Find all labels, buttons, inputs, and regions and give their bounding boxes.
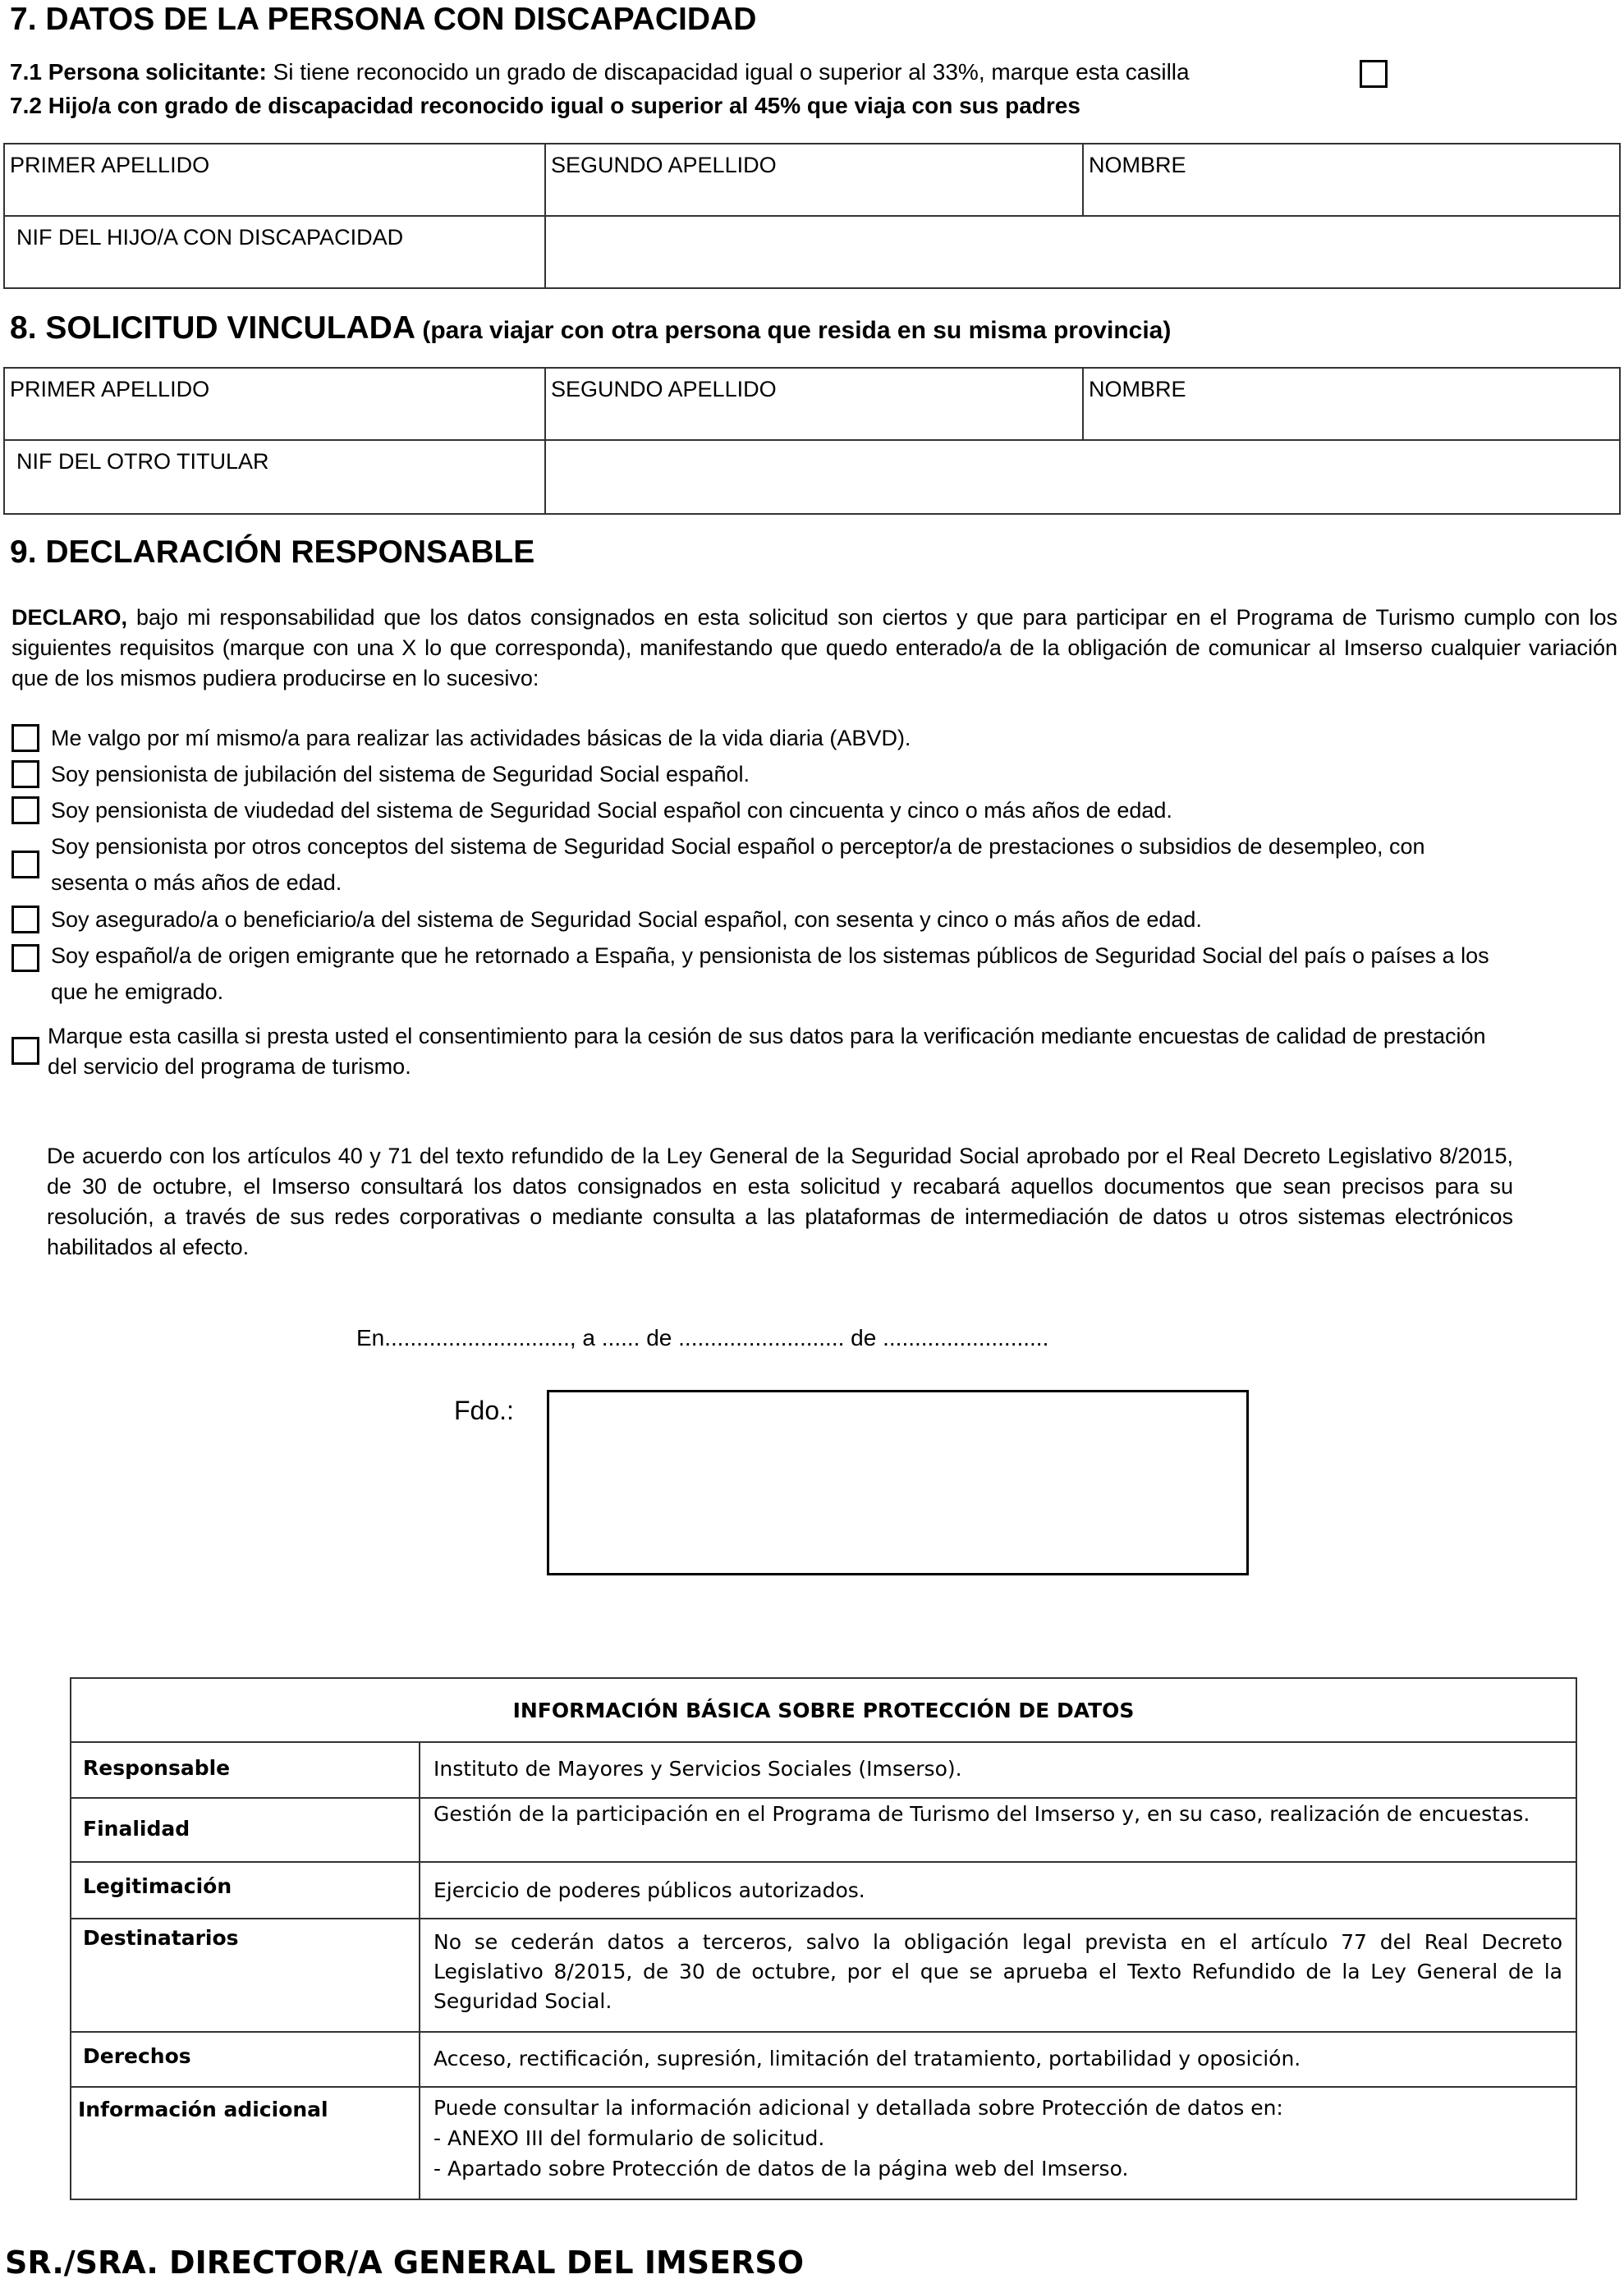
field-nombre[interactable] [1082,143,1621,217]
protection-value-info-adicional [419,2086,1577,2200]
requirement-text-3: Soy pensionista de viudedad del sistema de Seguridad Social español con cincuenta y cinco o más años de edad. [51,798,1172,823]
field-label: NIF DEL OTRO TITULAR [16,449,269,474]
requirement-text-4: Soy pensionista por otros conceptos del sistema de Seguridad Social español o perceptor/a de prestaciones o subsidios de desempleo, con sesenta o más años de edad. [51,834,1425,895]
addressee-footer: SR./SRA. DIRECTOR/A GENERAL DEL IMSERSO [5,2245,805,2279]
field-label: NOMBRE [1089,377,1186,401]
field-nombre-2[interactable] [1082,367,1621,441]
field-primer-apellido[interactable] [3,143,546,217]
requirement-checkbox-4[interactable] [11,851,39,878]
section-8-heading: 8. SOLICITUD VINCULADA [10,310,416,346]
info-adicional-line-1: - ANEXO III del formulario de solicitud. [434,2126,825,2150]
disability-checkbox[interactable] [1360,60,1388,88]
declaration-intro [11,603,1617,694]
nif-hijo-input[interactable] [544,215,1621,289]
section-8-subtitle: (para viajar con otra persona que resida en su misma provincia) [415,317,1172,344]
consent-text: Marque esta casilla si presta usted el consentimiento para la cesión de sus datos para la verificación mediante encuestas de calidad de prestación del servicio del programa de turismo. [48,1024,1486,1079]
nif-otro-input[interactable] [544,439,1621,515]
protection-value-finalidad: Gestión de la participación en el Programa de Turismo del Imserso y, en su caso, realización de encuestas. [419,1797,1577,1863]
protection-value-destinatarios: No se cederán datos a terceros, salvo la obligación legal prevista en el artículo 77 del Real Decreto Legislativo 8/2015, de 30 de octubre, por el que se aprueba el Texto Refundido de la Ley General de la Seguridad Social. [419,1918,1577,2033]
field-label: PRIMER APELLIDO [10,153,210,177]
info-adicional-text: Puede consultar la información adicional y detallada sobre Protección de datos en: [434,2096,1283,2120]
field-label: NOMBRE [1089,153,1186,177]
field-label: SEGUNDO APELLIDO [551,153,777,177]
section-9-title: 9. DECLARACIÓN RESPONSABLE [10,534,535,570]
protection-label-responsable: Responsable [70,1741,420,1799]
field-primer-apellido-2[interactable] [3,367,546,441]
protection-label-derechos: Derechos [70,2031,420,2088]
section-7-title: 7. DATOS DE LA PERSONA CON DISCAPACIDAD [10,2,757,37]
legal-text: De acuerdo con los artículos 40 y 71 del texto refundido de la Ley General de la Seguridad Social aprobado por el Real Decreto Legislativo 8/2015, de 30 de octubre, el Imserso consultará los datos consignados en esta solicitud y recabará aquellos documentos que sean precisos para su resolución, a través de sus redes corporativas o mediante consulta a las plataformas de intermediación de datos u otros sistemas electrónicos habilitados al efecto. [47,1144,1513,1259]
s71-label: 7.1 Persona solicitante: [10,59,267,85]
field-label: NIF DEL HIJO/A CON DISCAPACIDAD [16,225,404,250]
declaration-text: bajo mi responsabilidad que los datos consignados en esta solicitud son ciertos y que para participar en el Programa de Turismo cumplo con los siguientes requisitos (marque con una X lo que corresponda), manifestando que quedo enterado/a de la obligación de comunicar al Imserso cualquier variación que de los mismos pudiera producirse en lo sucesivo: [11,605,1617,690]
field-label: PRIMER APELLIDO [10,377,210,401]
requirement-checkbox-3[interactable] [11,796,39,824]
requirement-text-1: Me valgo por mí mismo/a para realizar las actividades básicas de la vida diaria (ABVD). [51,726,911,750]
requirement-checkbox-5[interactable] [11,906,39,933]
s71-line [10,59,1190,85]
field-segundo-apellido[interactable] [544,143,1084,217]
date-place-line[interactable]: En............................., a ...... de .......................... de .......................... [356,1325,1049,1350]
s71-text: Si tiene reconocido un grado de discapacidad igual o superior al 33%, marque esta casilla [266,59,1190,85]
protection-title: INFORMACIÓN BÁSICA SOBRE PROTECCIÓN DE DATOS [70,1677,1577,1743]
requirement-checkbox-1[interactable] [11,724,39,752]
protection-value-legitimacion: Ejercicio de poderes públicos autorizados. [419,1861,1577,1919]
protection-label-finalidad: Finalidad [70,1797,420,1863]
signature-box[interactable] [547,1390,1249,1575]
requirement-text-5: Soy asegurado/a o beneficiario/a del sistema de Seguridad Social español, con sesenta y cinco o más años de edad. [51,907,1202,932]
declaro-label: DECLARO, [11,605,127,630]
consent-checkbox[interactable] [11,1037,39,1065]
protection-label-legitimacion: Legitimación [70,1861,420,1919]
section-8-title [10,310,1171,346]
s72-text: 7.2 Hijo/a con grado de discapacidad reconocido igual o superior al 45% que viaja con sus padres [10,93,1080,118]
nif-otro-label-cell [3,439,546,515]
protection-label-destinatarios: Destinatarios [70,1918,420,2033]
protection-value-derechos: Acceso, rectificación, supresión, limitación del tratamiento, portabilidad y oposición. [419,2031,1577,2088]
info-adicional-line-2: - Apartado sobre Protección de datos de la página web del Imserso. [434,2157,1129,2180]
protection-value-responsable: Instituto de Mayores y Servicios Sociales (Imserso). [419,1741,1577,1799]
requirement-checkbox-6[interactable] [11,944,39,972]
requirement-text-6: Soy español/a de origen emigrante que he retornado a España, y pensionista de los sistemas públicos de Seguridad Social del país o países a los que he emigrado. [51,943,1489,1004]
protection-label-info-adicional: Información adicional [70,2086,420,2200]
field-label: SEGUNDO APELLIDO [551,377,777,401]
requirement-checkbox-2[interactable] [11,760,39,788]
signature-label: Fdo.: [454,1396,514,1425]
nif-label-cell [3,215,546,289]
field-segundo-apellido-2[interactable] [544,367,1084,441]
requirement-text-2: Soy pensionista de jubilación del sistema de Seguridad Social español. [51,762,750,786]
